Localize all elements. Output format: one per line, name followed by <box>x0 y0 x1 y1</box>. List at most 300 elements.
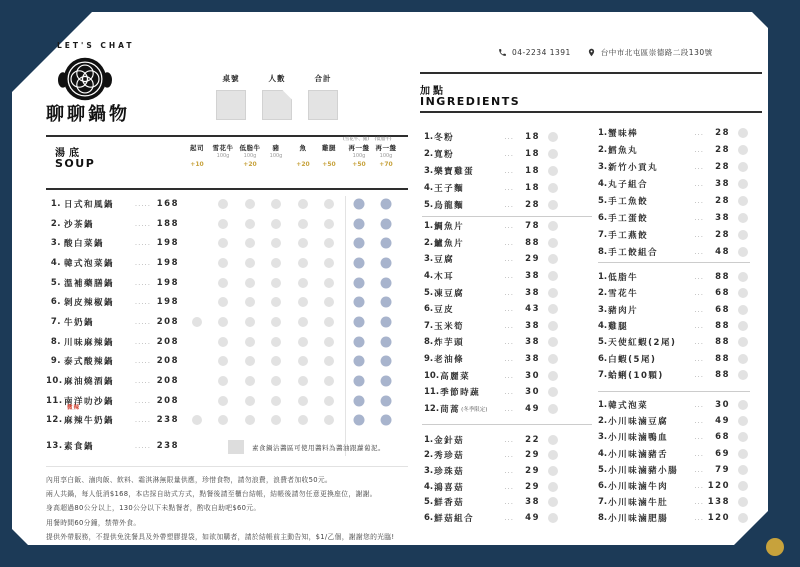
soup-item-name: 日式和風鍋 <box>64 199 115 210</box>
ingredient-row <box>598 192 748 209</box>
ingredient-row <box>424 180 558 197</box>
selection-dot[interactable] <box>354 415 365 426</box>
soup-item-line <box>46 436 179 456</box>
selection-dot[interactable] <box>548 404 558 414</box>
ingredient-name: 小川味滷鴨血 <box>608 433 669 444</box>
selection-dot[interactable] <box>298 396 308 406</box>
selection-dot[interactable] <box>738 432 748 442</box>
selection-dot[interactable] <box>354 277 365 288</box>
selection-dot[interactable] <box>354 257 365 268</box>
selection-dot[interactable] <box>245 337 255 347</box>
ingredient-name: 鮮香菇 <box>434 498 465 509</box>
dot-leader: ... <box>504 238 514 247</box>
selection-dot[interactable] <box>324 219 334 229</box>
ingredient-number: 3. <box>424 165 434 176</box>
selection-dot[interactable] <box>245 238 255 248</box>
ingredient-price: 30 <box>715 400 730 411</box>
soup-item-row <box>46 292 408 312</box>
selection-dot[interactable] <box>548 271 558 281</box>
selection-dot[interactable] <box>271 415 281 425</box>
dot-leader: ..... <box>134 317 151 326</box>
ingredient-name: 鱸魚片 <box>434 238 465 249</box>
contact-row <box>498 47 768 58</box>
selection-dot[interactable] <box>271 356 281 366</box>
selection-dot[interactable] <box>218 356 228 366</box>
selection-dot[interactable] <box>271 396 281 406</box>
soup-col-sub: 100g <box>352 153 366 159</box>
ingredient-number: 4. <box>424 271 434 282</box>
soup-item-name: 川味麻辣鍋 <box>64 337 115 348</box>
ingredient-price: 38 <box>525 271 540 282</box>
selection-dot[interactable] <box>548 450 558 460</box>
total-label: 合計 <box>314 74 332 83</box>
soup-addon-column <box>369 136 403 169</box>
location-pin-icon <box>587 48 596 57</box>
ingredient-name: 樂寶雞蛋 <box>434 166 475 177</box>
footer-note-line: 用餐時間60分鐘，禁帶外食。 <box>46 518 141 527</box>
selection-dot[interactable] <box>738 400 748 410</box>
selection-dot[interactable] <box>298 297 308 307</box>
selection-dot[interactable] <box>738 230 748 240</box>
selection-dot[interactable] <box>245 396 255 406</box>
soup-item-number: 2. <box>50 218 61 229</box>
selection-dot[interactable] <box>738 354 748 364</box>
selection-dot[interactable] <box>381 257 392 268</box>
soup-item-name: 韓式泡菜鍋 <box>64 258 115 269</box>
ingredient-row <box>598 350 748 366</box>
selection-dot[interactable] <box>354 336 365 347</box>
selection-dot[interactable] <box>738 305 748 315</box>
selection-dot[interactable] <box>548 149 558 159</box>
soup-item-number: 12. <box>46 415 63 426</box>
selection-dot[interactable] <box>354 356 365 367</box>
ingredient-price: 38 <box>715 212 730 223</box>
selection-dot[interactable] <box>245 376 255 386</box>
ingredient-price: 120 <box>707 481 730 492</box>
soup-item-line <box>46 391 179 411</box>
ingredient-row <box>598 285 748 301</box>
soup-item-price: 198 <box>156 238 179 249</box>
ingredient-price: 29 <box>525 450 540 461</box>
soup-item-line <box>46 273 179 293</box>
divider <box>46 466 408 467</box>
selection-dot[interactable] <box>738 247 748 257</box>
selection-dot[interactable] <box>271 238 281 248</box>
selection-dot[interactable] <box>298 199 308 209</box>
ingredient-name: 鮮菇組合 <box>434 513 475 524</box>
selection-dot[interactable] <box>738 145 748 155</box>
selection-dot[interactable] <box>218 258 228 268</box>
dot-leader: ..... <box>134 337 151 346</box>
dot-leader: ..... <box>134 298 151 307</box>
dot-leader: ..... <box>134 258 151 267</box>
soup-col-fee: +70 <box>379 161 393 168</box>
selection-dot[interactable] <box>324 297 334 307</box>
selection-dot[interactable] <box>245 317 255 327</box>
ingredient-price: 29 <box>525 465 540 476</box>
soup-item-number: 6. <box>50 297 61 308</box>
selection-dot[interactable] <box>324 258 334 268</box>
ingredient-price: 28 <box>715 195 730 206</box>
ingredient-row <box>424 284 558 301</box>
people-count-field <box>262 73 292 120</box>
selection-dot[interactable] <box>548 337 558 347</box>
dot-leader: ... <box>694 289 704 298</box>
dot-leader: ..... <box>134 357 151 366</box>
selection-dot[interactable] <box>271 376 281 386</box>
selection-dot[interactable] <box>381 238 392 249</box>
selection-dot[interactable] <box>738 128 748 138</box>
selection-dot[interactable] <box>354 297 365 308</box>
ingredient-price: 38 <box>525 287 540 298</box>
dot-leader: ..... <box>134 278 151 287</box>
ingredient-name: 小川味滷牛肉 <box>608 482 669 493</box>
dot-leader: ... <box>504 288 514 297</box>
selection-dot[interactable] <box>548 132 558 142</box>
ingredient-price: 68 <box>715 288 730 299</box>
selection-dot[interactable] <box>381 415 392 426</box>
ingredient-row <box>598 243 748 260</box>
selection-dot[interactable] <box>354 376 365 387</box>
selection-dot[interactable] <box>548 513 558 523</box>
dot-leader: ... <box>694 354 704 363</box>
ingredient-row <box>424 463 558 479</box>
selection-dot[interactable] <box>548 321 558 331</box>
selection-dot[interactable] <box>245 258 255 268</box>
dot-leader: ... <box>504 482 514 491</box>
selection-dot[interactable] <box>548 371 558 381</box>
ingredient-price: 48 <box>715 246 730 257</box>
selection-dot[interactable] <box>245 219 255 229</box>
ingredient-row <box>598 446 748 462</box>
dot-leader: ... <box>504 166 514 175</box>
ingredient-row <box>598 397 748 413</box>
ingredient-price: 88 <box>715 272 730 283</box>
selection-dot[interactable] <box>738 162 748 172</box>
soup-col-note: (低脂牛) <box>374 137 392 142</box>
ingredient-name: 季節時蔬 <box>440 388 481 399</box>
selection-dot[interactable] <box>738 272 748 282</box>
selection-dot[interactable] <box>381 356 392 367</box>
soup-col-fee: +50 <box>322 161 336 168</box>
selection-dot[interactable] <box>548 166 558 176</box>
selection-dot[interactable] <box>324 317 334 327</box>
divider <box>420 111 762 113</box>
ingredient-name: 寬粉 <box>434 149 455 160</box>
ingredient-price: 79 <box>715 464 730 475</box>
selection-dot[interactable] <box>245 199 255 209</box>
ingredient-row <box>424 334 558 351</box>
phone-number: 04-2234 1391 <box>512 48 571 57</box>
selection-dot[interactable] <box>271 219 281 229</box>
ingredient-price: 88 <box>715 337 730 348</box>
soup-item-number: 13. <box>46 441 63 452</box>
ingredient-name: 烏龍麵 <box>434 201 465 212</box>
ingredient-name: 白蝦(5尾) <box>608 354 657 365</box>
ingredient-price: 38 <box>525 497 540 508</box>
ingredient-number: 7. <box>598 229 608 240</box>
selection-dot[interactable] <box>192 415 202 425</box>
dot-leader: ... <box>504 371 514 380</box>
ingredients-title-zh: 加點 <box>420 86 446 97</box>
selection-dot[interactable] <box>218 337 228 347</box>
ingredient-price: 18 <box>525 131 540 142</box>
selection-dot[interactable] <box>324 415 334 425</box>
selection-dot[interactable] <box>245 415 255 425</box>
selection-dot[interactable] <box>548 221 558 231</box>
soup-item-line <box>46 292 179 312</box>
ingredient-number: 5. <box>424 497 434 508</box>
people-count-label: 人數 <box>268 74 286 83</box>
selection-dot[interactable] <box>245 297 255 307</box>
ingredient-name: 小川味滷豆腐 <box>608 417 669 428</box>
selection-dot[interactable] <box>548 254 558 264</box>
ingredient-price: 68 <box>715 432 730 443</box>
selection-dot[interactable] <box>354 395 365 406</box>
ingredient-number: 3. <box>424 254 434 265</box>
selection-dot[interactable] <box>381 376 392 387</box>
dot-leader: ... <box>694 498 704 507</box>
brand-logo-icon <box>58 55 112 103</box>
selection-dot[interactable] <box>218 199 228 209</box>
selection-dot[interactable] <box>218 297 228 307</box>
ingredients-group-noodles <box>424 128 558 214</box>
selection-dot[interactable] <box>548 435 558 445</box>
soup-item-line <box>46 332 179 352</box>
selection-dot[interactable] <box>738 465 748 475</box>
ingredient-price: 38 <box>715 178 730 189</box>
selection-dot[interactable] <box>548 387 558 397</box>
selection-dot[interactable] <box>298 317 308 327</box>
ingredient-name: 天使紅蝦(2尾) <box>608 338 677 349</box>
ingredient-number: 2. <box>598 288 608 299</box>
selection-dot[interactable] <box>381 316 392 327</box>
veg-note-text: 素食鍋沾醬區可使用醬料為醬油跟蘿蔔泥。 <box>252 443 385 452</box>
ingredient-name: 秀珍菇 <box>434 451 465 462</box>
soup-item-name: 溫補藥膳鍋 <box>64 278 115 289</box>
ingredient-name: 珍珠菇 <box>434 466 465 477</box>
selection-dot[interactable] <box>738 497 748 507</box>
ingredient-price: 49 <box>525 403 540 414</box>
selection-dot[interactable] <box>738 337 748 347</box>
ingredient-price: 18 <box>525 165 540 176</box>
ingredient-name: 韓式泡菜 <box>608 401 649 412</box>
selection-dot[interactable] <box>548 238 558 248</box>
ingredient-name: 木耳 <box>434 272 455 283</box>
dot-leader: ..... <box>134 396 151 405</box>
soup-col-note <box>309 136 343 143</box>
selection-dot[interactable] <box>354 238 365 249</box>
selection-dot[interactable] <box>738 481 748 491</box>
selection-dot[interactable] <box>548 183 558 193</box>
ingredient-row <box>598 269 748 285</box>
selection-dot[interactable] <box>548 482 558 492</box>
ingredient-name: 凍豆腐 <box>434 288 465 299</box>
footer-note-line: 兩人共鍋，每人低消$168，本店採自助式方式，點餐後請至櫃台結帳，結帳後請勿任意更換座位，謝謝。 <box>46 490 377 499</box>
ingredient-row <box>598 318 748 334</box>
selection-dot[interactable] <box>298 415 308 425</box>
ingredient-number: 5. <box>598 464 608 475</box>
ingredient-row <box>598 209 748 226</box>
ingredient-row <box>424 301 558 318</box>
soup-title-zh: 湯底 <box>55 148 83 159</box>
selection-dot[interactable] <box>271 297 281 307</box>
selection-dot[interactable] <box>381 297 392 308</box>
people-count-box[interactable] <box>262 90 292 120</box>
selection-dot[interactable] <box>738 449 748 459</box>
selection-dot[interactable] <box>738 370 748 380</box>
dot-leader: ..... <box>134 377 151 386</box>
ingredient-number: 3. <box>598 161 608 172</box>
ingredient-name: 炸芋頭 <box>434 338 465 349</box>
selection-dot[interactable] <box>548 304 558 314</box>
ingredient-row <box>424 318 558 335</box>
soup-col-fee: +50 <box>352 161 366 168</box>
soup-item-price: 208 <box>156 336 179 347</box>
selection-dot[interactable] <box>298 238 308 248</box>
selection-dot[interactable] <box>271 278 281 288</box>
selection-dot[interactable] <box>271 258 281 268</box>
selection-dot[interactable] <box>738 513 748 523</box>
footer-note-line: 提供外帶服務，不提供免洗餐具及外帶塑膠提袋，如欲加購者，請於結帳前主動告知，$1/乙個，謝謝您的光臨! <box>46 532 395 541</box>
selection-dot[interactable] <box>218 238 228 248</box>
selection-dot[interactable] <box>192 317 202 327</box>
total-box[interactable] <box>308 90 338 120</box>
soup-item-price: 238 <box>156 441 179 452</box>
selection-dot[interactable] <box>298 219 308 229</box>
selection-dot[interactable] <box>218 415 228 425</box>
selection-dot[interactable] <box>354 316 365 327</box>
selection-dot[interactable] <box>245 356 255 366</box>
ingredient-number: 8. <box>424 337 434 348</box>
selection-dot[interactable] <box>298 356 308 366</box>
selection-dot[interactable] <box>738 321 748 331</box>
ingredient-price: 49 <box>525 512 540 523</box>
selection-dot[interactable] <box>548 466 558 476</box>
address: 台中市北屯區崇德路二段130號 <box>600 48 713 57</box>
ingredient-name: 冬粉 <box>434 132 455 143</box>
ingredient-name: 手工蛋餃 <box>608 213 649 224</box>
soup-col-fee: +20 <box>296 161 310 168</box>
selection-dot[interactable] <box>218 317 228 327</box>
soup-col-name: 雞腿 <box>322 144 336 152</box>
dot-leader: ... <box>694 449 704 458</box>
dot-leader: ... <box>504 201 514 210</box>
selection-dot[interactable] <box>298 337 308 347</box>
dot-leader: ... <box>504 184 514 193</box>
selection-dot[interactable] <box>548 200 558 210</box>
ingredient-row <box>598 334 748 350</box>
dot-leader: ... <box>694 145 704 154</box>
selection-dot[interactable] <box>738 196 748 206</box>
selection-dot[interactable] <box>354 198 365 209</box>
selection-dot[interactable] <box>324 337 334 347</box>
selection-dot[interactable] <box>381 198 392 209</box>
selection-dot[interactable] <box>218 219 228 229</box>
selection-dot[interactable] <box>738 179 748 189</box>
selection-dot[interactable] <box>548 288 558 298</box>
ingredient-price: 28 <box>525 200 540 211</box>
dot-leader: ... <box>694 322 704 331</box>
ingredient-name: 王子麵 <box>434 184 465 195</box>
ingredient-price: 18 <box>525 148 540 159</box>
ingredient-number: 3. <box>598 304 608 315</box>
ingredient-row <box>598 158 748 175</box>
selection-dot[interactable] <box>298 376 308 386</box>
dot-leader: ... <box>504 149 514 158</box>
ingredient-price: 28 <box>715 127 730 138</box>
selection-dot[interactable] <box>324 376 334 386</box>
selection-dot[interactable] <box>738 416 748 426</box>
ingredient-price: 38 <box>525 320 540 331</box>
ingredient-number: 1. <box>598 400 608 411</box>
ingredients-group-balls-dumplings <box>598 124 748 260</box>
selection-dot[interactable] <box>381 277 392 288</box>
selection-dot[interactable] <box>271 199 281 209</box>
selection-dot[interactable] <box>218 376 228 386</box>
ingredient-name: 豆皮 <box>434 305 455 316</box>
ingredient-name: 丸子組合 <box>608 179 649 190</box>
ingredient-row <box>424 384 558 401</box>
selection-dot[interactable] <box>324 238 334 248</box>
selection-dot[interactable] <box>738 288 748 298</box>
selection-dot[interactable] <box>298 278 308 288</box>
soup-item-number: 8. <box>50 336 61 347</box>
selection-dot[interactable] <box>738 213 748 223</box>
dot-leader: ... <box>694 128 704 137</box>
dot-leader: ... <box>504 388 514 397</box>
ingredient-price: 88 <box>715 369 730 380</box>
ingredient-number: 1. <box>424 131 434 142</box>
soup-item-price: 208 <box>156 376 179 387</box>
selection-dot[interactable] <box>271 317 281 327</box>
selection-dot[interactable] <box>298 258 308 268</box>
selection-dot[interactable] <box>381 336 392 347</box>
selection-dot[interactable] <box>324 278 334 288</box>
ingredient-number: 4. <box>598 321 608 332</box>
selection-dot[interactable] <box>324 356 334 366</box>
selection-dot[interactable] <box>271 337 281 347</box>
ingredient-row <box>424 218 558 235</box>
ingredient-price: 29 <box>525 254 540 265</box>
ingredient-row <box>424 448 558 464</box>
ingredients-group-mushrooms <box>424 432 558 526</box>
table-number-box[interactable] <box>216 90 246 120</box>
dot-leader: ... <box>694 247 704 256</box>
selection-dot[interactable] <box>548 497 558 507</box>
selection-dot[interactable] <box>381 218 392 229</box>
ingredient-number: 2. <box>598 144 608 155</box>
selection-dot[interactable] <box>354 218 365 229</box>
soup-item-line <box>46 312 179 332</box>
selection-dot[interactable] <box>324 396 334 406</box>
ingredient-row <box>424 128 558 145</box>
soup-item-name: 麻辣牛奶鍋 <box>64 416 115 427</box>
selection-dot[interactable] <box>218 278 228 288</box>
selection-dot[interactable] <box>381 395 392 406</box>
selection-dot[interactable] <box>324 199 334 209</box>
soup-item-row <box>46 312 408 332</box>
footer-notes <box>46 473 418 544</box>
dot-leader: ... <box>694 482 704 491</box>
ingredient-row <box>424 351 558 368</box>
selection-dot[interactable] <box>218 396 228 406</box>
selection-dot[interactable] <box>548 354 558 364</box>
ingredient-number: 9. <box>424 354 434 365</box>
ingredient-name: 手工燕餃 <box>608 230 649 241</box>
selection-dot[interactable] <box>245 278 255 288</box>
soup-item-line <box>46 371 179 391</box>
